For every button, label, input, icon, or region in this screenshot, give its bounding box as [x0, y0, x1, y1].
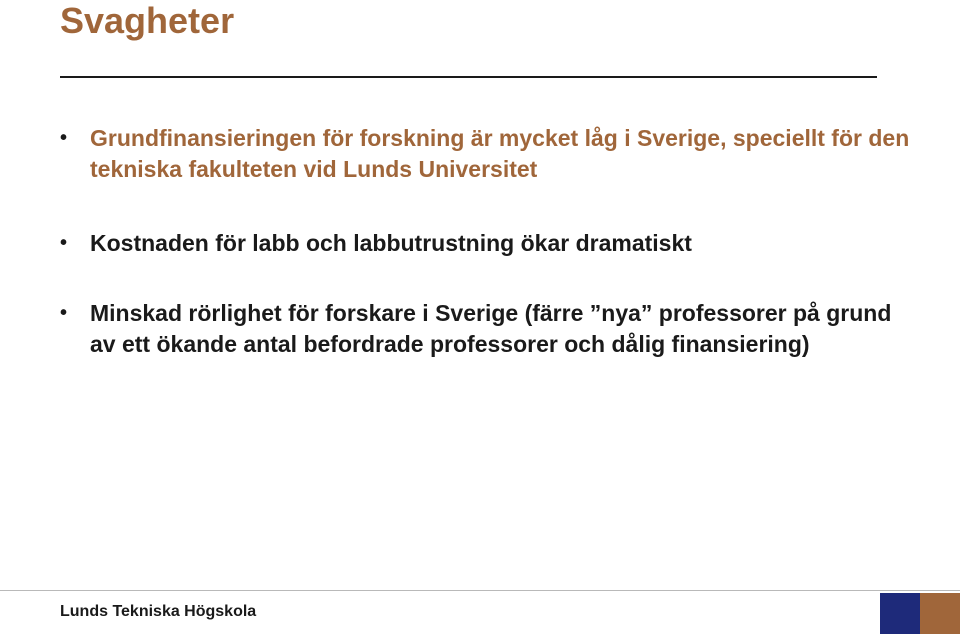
bullet-text: Minskad rörlighet för forskare i Sverige (färre ”nya” professorer på grund av ett ökande antal befordrade professorer och dålig finansiering) — [90, 300, 892, 357]
bullet-item-lab-costs — [60, 228, 920, 259]
bullet-dot-icon: • — [60, 127, 68, 149]
footer-institution: Lunds Tekniska Högskola — [60, 603, 257, 620]
bullet-item-funding — [60, 123, 920, 185]
logo-blue-block — [880, 593, 920, 634]
bullet-dot-icon: • — [60, 232, 68, 254]
bullet-item-mobility — [60, 298, 920, 360]
bullet-text: Kostnaden för labb och labbutrustning ökar dramatiskt — [90, 230, 692, 256]
footer-divider — [0, 590, 960, 591]
title-underline — [60, 76, 877, 78]
bullet-dot-icon: • — [60, 302, 68, 324]
logo-brown-block — [920, 593, 960, 634]
slide-title: Svagheter — [60, 0, 235, 41]
bullet-text: Grundfinansieringen för forskning är mycket låg i Sverige, speciellt för den tekniska fakulteten vid Lunds Universitet — [90, 125, 910, 182]
